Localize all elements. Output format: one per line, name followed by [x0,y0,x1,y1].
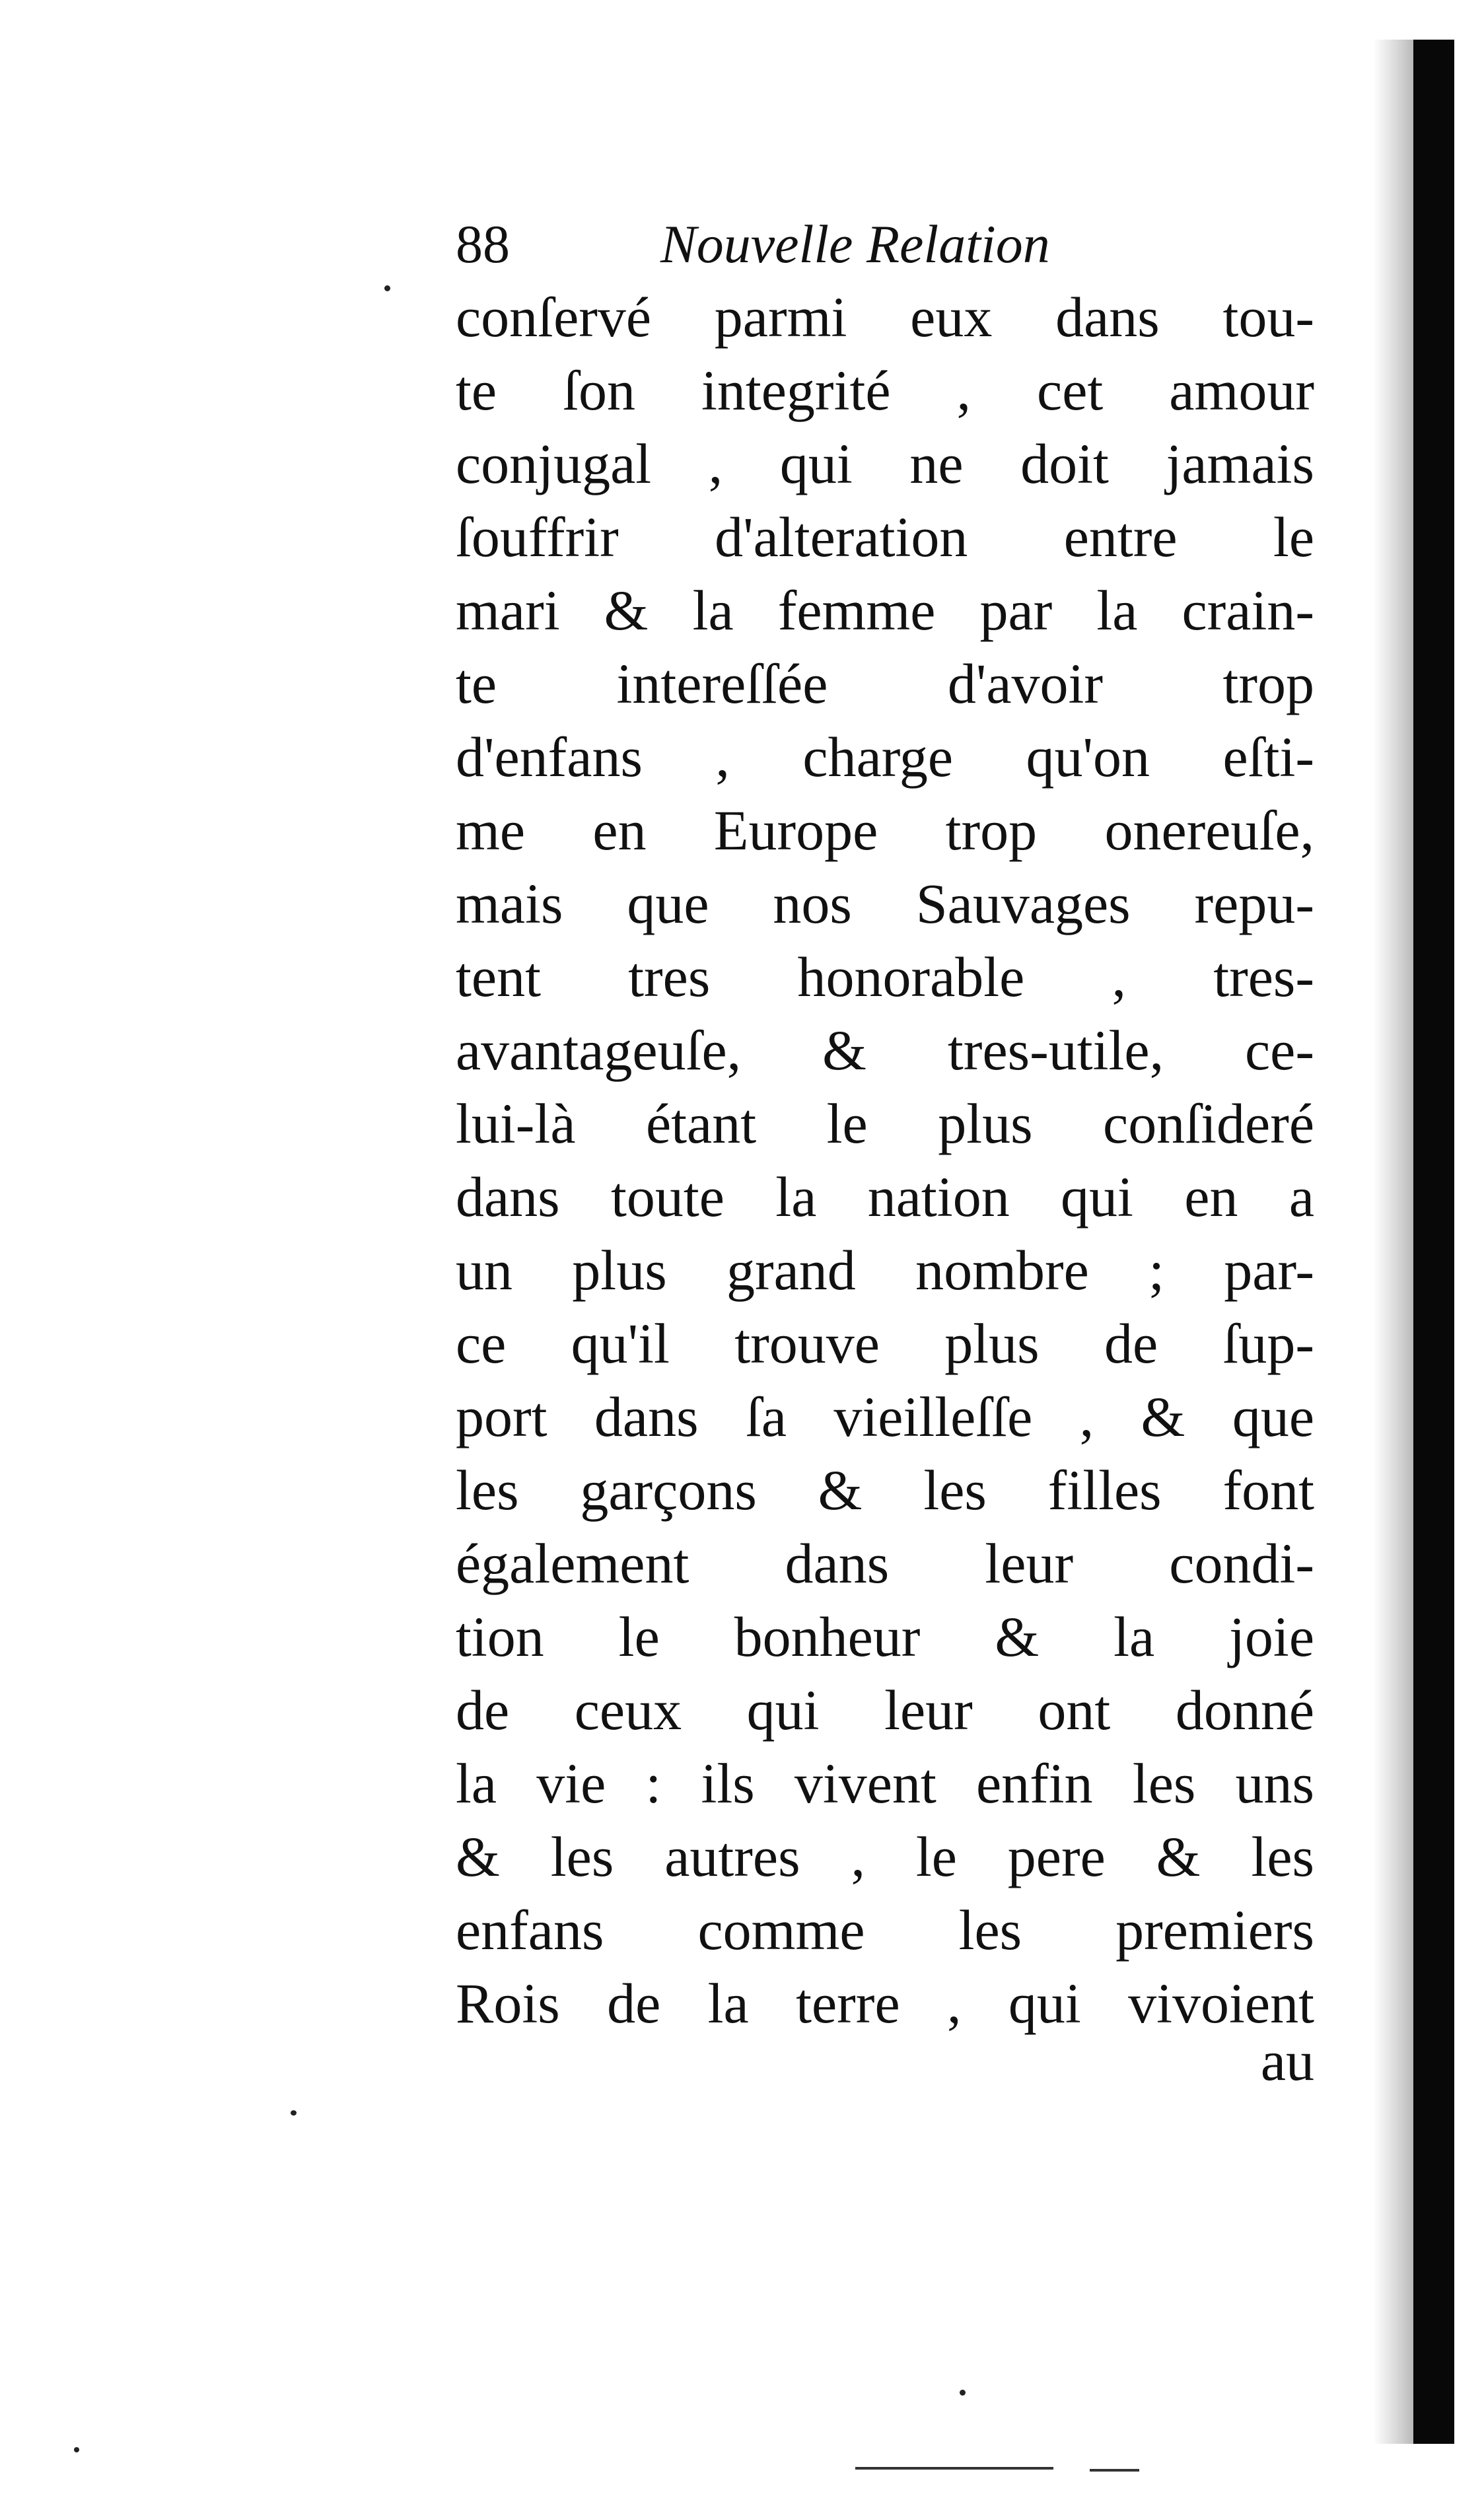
print-mark-line [1090,2469,1139,2472]
body-text [456,281,1314,2040]
text-line: te intereſſée d'avoir trop [456,652,1314,715]
text-line: me en Europe trop onereuſe, [456,799,1314,862]
text-line: dans toute la nation qui en a [456,1165,1314,1229]
ink-speck [291,2110,297,2116]
text-line: & les autres , le pere & les [456,1825,1314,1888]
print-mark-line [855,2467,1053,2470]
running-title: Nouvelle Relation [660,214,1050,274]
running-header [456,208,1314,281]
text-line: Rois de la terre , qui vivoient [456,1972,1314,2035]
text-line: mais que nos Sauvages repu- [456,872,1314,935]
text-line: mari & la femme par la crain- [456,579,1314,642]
text-line: enfans comme les premiers [456,1898,1314,1962]
text-line: port dans ſa vieilleſſe , & que [456,1385,1314,1448]
binding-edge [1413,40,1454,2444]
text-line: lui-là étant le plus conſideré [456,1092,1314,1155]
text-line: tent tres honorable , tres- [456,945,1314,1009]
text-line: la vie : ils vivent enfin les uns [456,1752,1314,1815]
catchword: au [1260,2029,1314,2092]
text-line: conjugal , qui ne doit jamais [456,432,1314,495]
ink-speck [960,2390,966,2396]
page-number: 88 [456,214,510,274]
text-line: de ceux qui leur ont donné [456,1678,1314,1742]
text-line: un plus grand nombre ; par- [456,1238,1314,1302]
text-line: ce qu'il trouve plus de ſup- [456,1312,1314,1375]
text-line: avantageuſe, & tres-utile, ce- [456,1018,1314,1082]
text-line: ſouffrir d'alteration entre le [456,505,1314,569]
text-line: te ſon integrité , cet amour [456,359,1314,422]
text-line: également dans leur condi- [456,1532,1314,1595]
text-line: conſervé parmi eux dans tou- [456,285,1314,349]
text-line: les garçons & les filles font [456,1458,1314,1522]
text-line: d'enfans , charge qu'on eſti- [456,725,1314,789]
ink-speck [384,285,390,291]
text-line: tion le bonheur & la joie [456,1605,1314,1668]
ink-speck [74,2447,79,2452]
